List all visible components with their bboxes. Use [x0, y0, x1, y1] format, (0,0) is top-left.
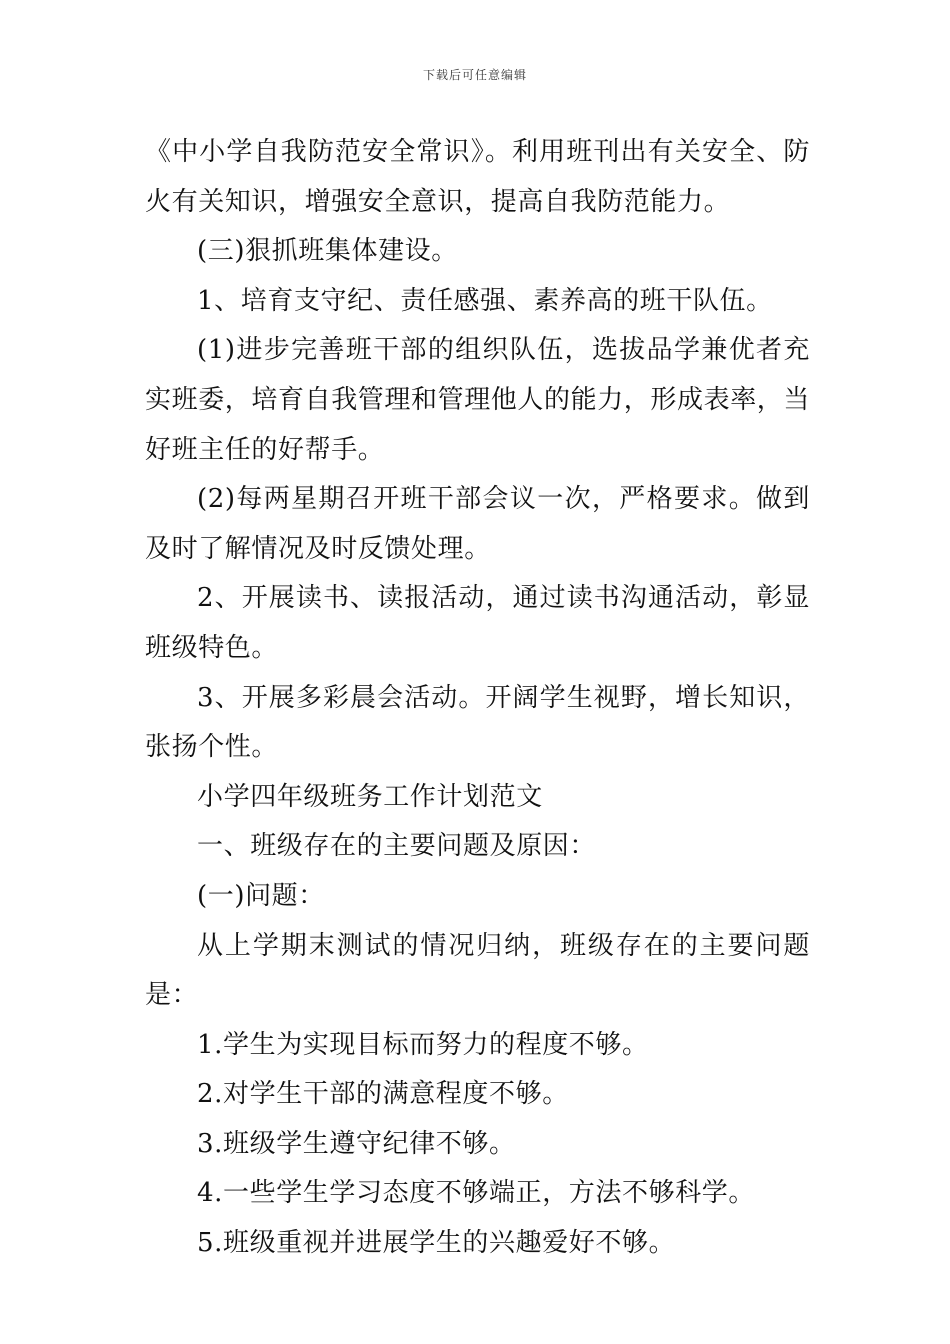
paragraph-3: 1、培育支守纪、责任感强、素养高的班干队伍。 — [197, 285, 773, 316]
list-item: 2.对学生干部的满意程度不够。 — [197, 1079, 569, 1110]
paragraph-4: (1)进步完善班干部的组织队伍，选拔品学兼优者充实班委，培育自我管理和管理他人的能力，形成表率，当好班主任的好帮手。 — [145, 335, 811, 465]
paragraph-1: 《中小学自我防范安全常识》。利用班刊出有关安全、防火有关知识，增强安全意识，提高自我防范能力。 — [145, 137, 810, 217]
heading-problems-causes: 一、班级存在的主要问题及原因： — [197, 831, 597, 862]
list-item: 1.学生为实现目标而努力的程度不够。 — [197, 1029, 649, 1060]
page-header-note: 下载后可任意编辑 — [422, 68, 527, 82]
document-body — [145, 128, 810, 1269]
subheading-problems: (一)问题： — [197, 880, 325, 911]
section-title: 小学四年级班务工作计划范文 — [197, 781, 543, 812]
list-item: 3.班级学生遵守纪律不够。 — [197, 1128, 516, 1159]
paragraph-2: (三)狠抓班集体建设。 — [197, 236, 458, 267]
paragraph-7: 3、开展多彩晨会活动。开阔学生视野，增长知识，张扬个性。 — [145, 682, 810, 763]
paragraph-6: 2、开展读书、读报活动，通过读书沟通活动，彰显班级特色。 — [145, 583, 810, 663]
list-item: 5.班级重视并进展学生的兴趣爱好不够。 — [197, 1228, 676, 1259]
list-item: 4.一些学生学习态度不够端正，方法不够科学。 — [197, 1178, 756, 1209]
paragraph-summary: 从上学期末测试的情况归纳，班级存在的主要问题是： — [145, 930, 810, 1011]
paragraph-5: (2)每两星期召开班干部会议一次，严格要求。做到及时了解情况及时反馈处理。 — [145, 484, 810, 564]
